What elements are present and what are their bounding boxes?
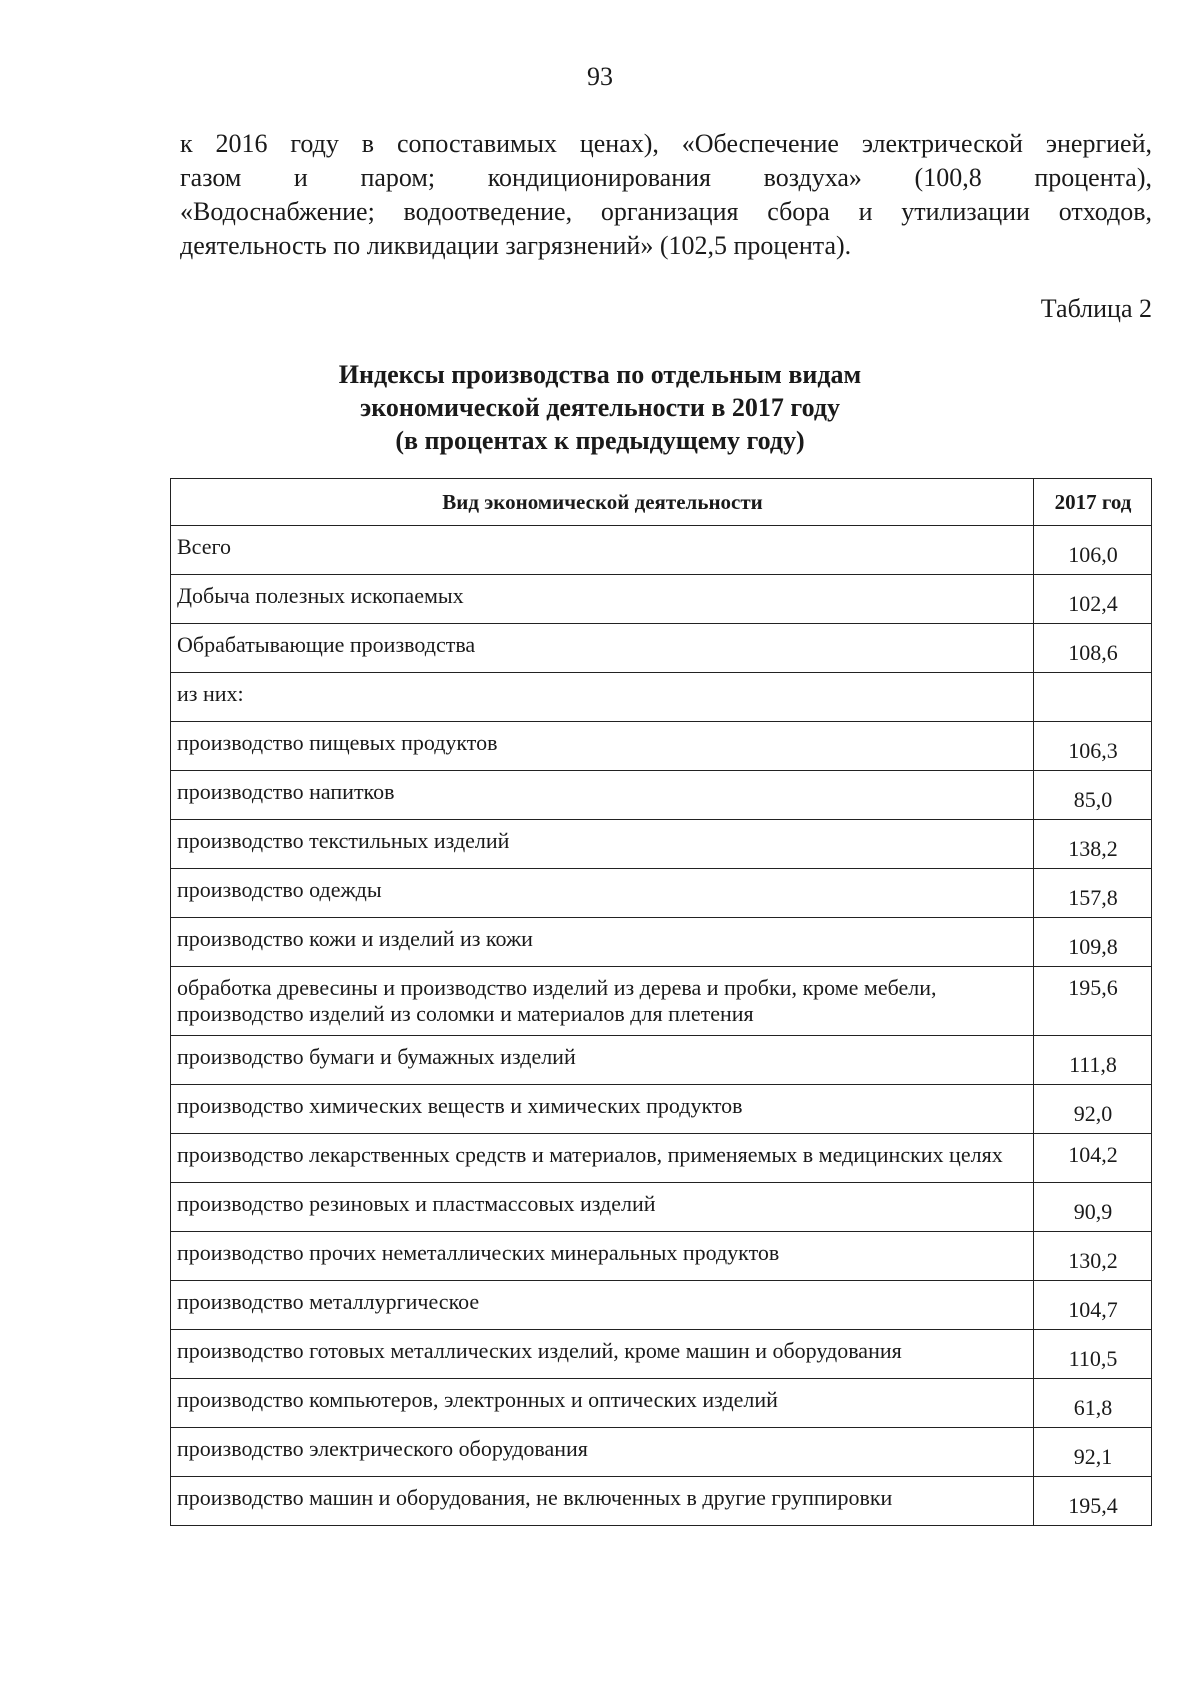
value-cell: 195,4 — [1034, 1477, 1152, 1526]
table-row — [171, 967, 1152, 1036]
table-row — [171, 624, 1152, 673]
activity-cell: производство кожи и изделий из кожи — [171, 918, 1034, 967]
activity-cell: производство текстильных изделий — [171, 820, 1034, 869]
value-cell: 61,8 — [1034, 1379, 1152, 1428]
value-cell: 90,9 — [1034, 1183, 1152, 1232]
value-cell — [1034, 673, 1152, 722]
activity-cell: производство напитков — [171, 771, 1034, 820]
value-cell: 109,8 — [1034, 918, 1152, 967]
activity-cell: из них: — [171, 673, 1034, 722]
table-title-line: экономической деятельности в 2017 году — [359, 393, 840, 422]
table-row — [171, 1036, 1152, 1085]
table-header-row — [171, 479, 1152, 526]
activity-cell: производство лекарственных средств и материалов, применяемых в медицинских целях — [171, 1134, 1034, 1183]
table-title-line: Индексы производства по отдельным видам — [338, 360, 862, 389]
value-cell: 106,3 — [1034, 722, 1152, 771]
activity-cell: производство готовых металлических изделий, кроме машин и оборудования — [171, 1330, 1034, 1379]
intro-line: деятельность по ликвидации загрязнений» (102,5 процента). — [180, 231, 852, 260]
table-row — [171, 869, 1152, 918]
value-cell: 138,2 — [1034, 820, 1152, 869]
table-row — [171, 673, 1152, 722]
table-title-line: (в процентах к предыдущему году) — [395, 426, 805, 455]
page-number: 93 — [587, 62, 613, 91]
activity-cell: производство компьютеров, электронных и оптических изделий — [171, 1379, 1034, 1428]
intro-line: газом и паром; кондиционирования воздуха» (100,8 процента), — [180, 163, 1152, 192]
value-cell: 130,2 — [1034, 1232, 1152, 1281]
activity-cell: производство бумаги и бумажных изделий — [171, 1036, 1034, 1085]
activity-cell: производство металлургическое — [171, 1281, 1034, 1330]
activity-cell: обработка древесины и производство изделий из дерева и пробки, кроме мебели, производство изделий из соломки и материалов для плетения — [171, 967, 1034, 1036]
value-cell: 108,6 — [1034, 624, 1152, 673]
value-cell: 111,8 — [1034, 1036, 1152, 1085]
table-row — [171, 1428, 1152, 1477]
table-title — [0, 358, 1200, 457]
activity-cell: Добыча полезных ископаемых — [171, 575, 1034, 624]
table-row — [171, 820, 1152, 869]
table-row — [171, 1330, 1152, 1379]
activity-cell: производство электрического оборудования — [171, 1428, 1034, 1477]
value-cell: 85,0 — [1034, 771, 1152, 820]
table-row — [171, 1379, 1152, 1428]
production-index-table — [170, 478, 1152, 1526]
activity-cell: производство одежды — [171, 869, 1034, 918]
intro-line: к 2016 году в сопоставимых ценах), «Обеспечение электрической энергией, — [180, 129, 1152, 158]
value-cell: 102,4 — [1034, 575, 1152, 624]
activity-cell: производство химических веществ и химических продуктов — [171, 1085, 1034, 1134]
value-cell: 104,2 — [1034, 1134, 1152, 1183]
table-row — [171, 1085, 1152, 1134]
value-cell: 157,8 — [1034, 869, 1152, 918]
activity-cell: производство резиновых и пластмассовых изделий — [171, 1183, 1034, 1232]
activity-cell: производство пищевых продуктов — [171, 722, 1034, 771]
value-cell: 92,1 — [1034, 1428, 1152, 1477]
value-cell: 104,7 — [1034, 1281, 1152, 1330]
table-row — [171, 1232, 1152, 1281]
intro-paragraph — [180, 127, 1152, 263]
header-activity: Вид экономической деятельности — [171, 479, 1034, 526]
table-row — [171, 1281, 1152, 1330]
value-cell: 106,0 — [1034, 526, 1152, 575]
table-body — [171, 526, 1152, 1526]
activity-cell: производство прочих неметаллических минеральных продуктов — [171, 1232, 1034, 1281]
table-row — [171, 1477, 1152, 1526]
activity-cell: Всего — [171, 526, 1034, 575]
value-cell: 195,6 — [1034, 967, 1152, 1036]
table-row — [171, 771, 1152, 820]
table-row — [171, 575, 1152, 624]
table-row — [171, 1183, 1152, 1232]
header-year: 2017 год — [1034, 479, 1152, 526]
table-row — [171, 722, 1152, 771]
activity-cell: Обрабатывающие производства — [171, 624, 1034, 673]
intro-line: «Водоснабжение; водоотведение, организация сбора и утилизации отходов, — [180, 197, 1152, 226]
activity-cell: производство машин и оборудования, не включенных в другие группировки — [171, 1477, 1034, 1526]
table-label: Таблица 2 — [1040, 294, 1152, 323]
table-row — [171, 1134, 1152, 1183]
table-row — [171, 526, 1152, 575]
value-cell: 92,0 — [1034, 1085, 1152, 1134]
table-row — [171, 918, 1152, 967]
value-cell: 110,5 — [1034, 1330, 1152, 1379]
